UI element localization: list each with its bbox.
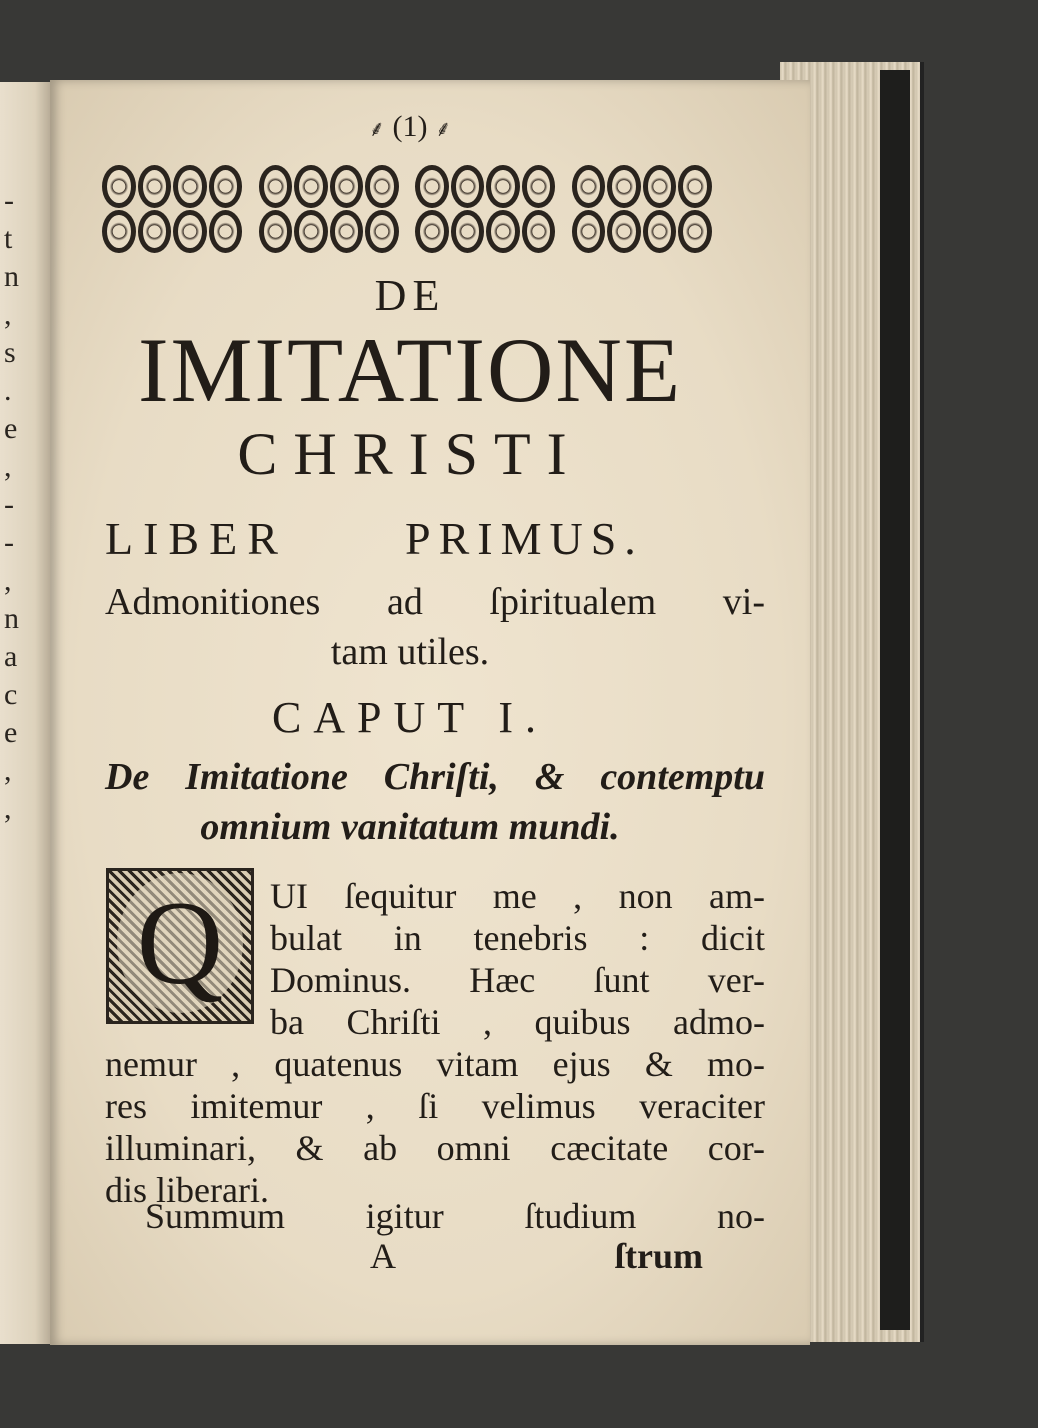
text-line: UI ſequitur me , non am- xyxy=(270,876,765,916)
book-description-line-2: tam utiles. xyxy=(330,631,490,673)
chapter-heading: CAPUT I. xyxy=(271,693,549,742)
page-content xyxy=(50,80,810,1345)
text-line: illuminari, & ab omni cæcitate cor- xyxy=(105,1128,765,1168)
fleuron-left-icon: ⸙ xyxy=(368,116,385,141)
left-margin-glyph: n xyxy=(4,602,19,635)
left-margin-text xyxy=(0,182,30,828)
left-margin-glyph: - xyxy=(4,184,14,217)
left-margin-glyph: , xyxy=(4,754,12,787)
book-label-liber: LIBER xyxy=(105,513,288,564)
chapter-subtitle-line-1: De Imitatione Chriſti, & contemptu xyxy=(105,756,765,798)
left-margin-glyph: . xyxy=(4,374,12,407)
left-margin-glyph: , xyxy=(4,298,12,331)
left-margin-glyph: - xyxy=(4,488,14,521)
chapter-subtitle-line-2: omnium vanitatum mundi. xyxy=(200,806,620,848)
text-line: ba Chriſti , quibus admo- xyxy=(270,1002,765,1042)
ornament-block-icon xyxy=(102,165,242,253)
decorative-ornament-band xyxy=(102,165,712,253)
catchword: ſtrum xyxy=(615,1236,703,1276)
left-margin-glyph: t xyxy=(4,222,13,255)
ornament-block-icon xyxy=(572,165,712,253)
left-margin-glyph: e xyxy=(4,412,18,445)
left-page-edge xyxy=(0,82,52,1344)
book-description-line-1: Admonitiones ad ſpiritualem vi- xyxy=(105,581,765,623)
text-line: res imitemur , ſi velimus veraciter xyxy=(105,1086,765,1126)
signature-mark: A xyxy=(370,1236,396,1276)
book-cover xyxy=(880,70,910,1330)
drop-cap-letter: Q xyxy=(117,873,243,1013)
left-margin-glyph: e xyxy=(4,716,18,749)
text-line: dis liberari. xyxy=(105,1170,269,1210)
title-christi: CHRISTI xyxy=(237,421,583,487)
left-margin-glyph: s xyxy=(4,336,16,369)
fleuron-right-icon: ⸙ xyxy=(434,116,452,141)
title-imitatione: IMITATIONE xyxy=(137,319,683,421)
left-margin-glyph: , xyxy=(4,792,12,825)
page-number: (1) xyxy=(392,110,428,143)
page-header xyxy=(310,110,510,144)
decorated-initial xyxy=(106,868,254,1024)
left-margin-glyph: , xyxy=(4,564,12,597)
text-line: Dominus. Hæc ſunt ver- xyxy=(270,960,765,1000)
text-line: Summum igitur ſtudium no- xyxy=(145,1196,765,1236)
ornament-block-icon xyxy=(259,165,399,253)
left-margin-glyph: , xyxy=(4,450,12,483)
left-margin-glyph: - xyxy=(4,526,14,559)
text-line: bulat in tenebris : dicit xyxy=(270,918,765,958)
book-page xyxy=(50,80,810,1345)
ornament-block-icon xyxy=(415,165,555,253)
left-margin-glyph: n xyxy=(4,260,19,293)
left-margin-glyph: c xyxy=(4,678,18,711)
book-label-primus: PRIMUS. xyxy=(405,513,644,564)
left-margin-glyph: a xyxy=(4,640,18,673)
text-line: nemur , quatenus vitam ejus & mo- xyxy=(105,1044,765,1084)
title-de: DE xyxy=(374,271,446,320)
